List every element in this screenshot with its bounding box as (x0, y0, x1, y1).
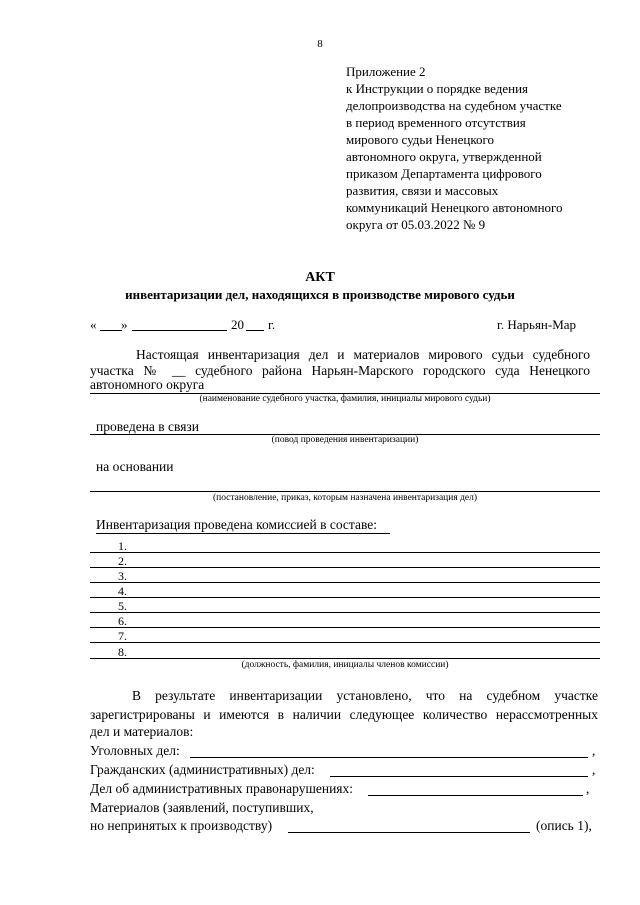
basis-underline (90, 491, 600, 492)
result-line-2: зарегистрированы и имеются в наличии следующее количество нерассмотренных (90, 707, 598, 722)
appendix-line: к Инструкции о порядке ведения (346, 81, 529, 96)
commission-item-line (90, 552, 600, 553)
page-number: 8 (317, 38, 323, 50)
appendix-line: мирового судьи Ненецкого (346, 132, 495, 147)
appendix-line: коммуникаций Ненецкого автономного (346, 200, 563, 215)
commission-item-line (90, 567, 600, 568)
year-prefix: 20 (231, 317, 244, 332)
reason-caption: (повод проведения инвентаризации) (271, 435, 419, 445)
appendix-line: приказом Департамента цифрового (346, 166, 542, 181)
commission-item-line (90, 642, 600, 643)
commission-item-number: 7. (118, 629, 127, 643)
commission-item-line (90, 612, 600, 613)
commission-item-line (90, 582, 600, 583)
basis-caption: (постановление, приказ, которым назначена инвентаризация дел) (212, 493, 478, 503)
commission-item-number: 3. (118, 569, 127, 583)
commission-label: Инвентаризация проведена комиссией в составе: (96, 517, 378, 532)
quote-close: » (121, 317, 128, 332)
civil-cases-blank (330, 776, 588, 777)
result-line-3: дел и материалов: (90, 724, 194, 739)
admin-offenses-comma: , (586, 781, 590, 796)
commission-label-underline (96, 533, 390, 534)
reason-label: проведена в связи (96, 419, 199, 434)
basis-label: на основании (96, 459, 174, 474)
result-line-1: В результате инвентаризации установлено, что на судебном участке (132, 688, 598, 703)
commission-caption: (должность, фамилия, инициалы членов комиссии) (241, 660, 449, 670)
document-title: АКТ (305, 270, 335, 285)
year-suffix: г. (268, 317, 276, 332)
commission-item-line (90, 597, 600, 598)
intro-line-2: участка № __ судебного района Нарьян-Марского городского суда Ненецкого (90, 363, 590, 378)
intro-line-3: автономного округа (90, 377, 205, 392)
materials-label-line-1: Материалов (заявлений, поступивших, (90, 800, 314, 815)
appendix-line: округа от 05.03.2022 № 9 (346, 217, 486, 232)
year-blank (246, 330, 264, 331)
commission-item-number: 2. (118, 554, 127, 568)
commission-item-number: 8. (118, 645, 127, 659)
commission-item-number: 1. (118, 539, 127, 553)
appendix-line: делопроизводства на судебном участке (346, 98, 562, 113)
day-blank (100, 330, 122, 331)
materials-suffix: (опись 1), (536, 818, 592, 833)
civil-cases-comma: , (592, 762, 596, 777)
appendix-line: Приложение 2 (346, 64, 426, 79)
intro-line-1: Настоящая инвентаризация дел и материалов мирового судьи судебного (136, 347, 590, 362)
materials-label-line-2: но непринятых к производству) (90, 818, 273, 833)
civil-cases-label: Гражданских (административных) дел: (90, 762, 315, 777)
criminal-cases-comma: , (592, 743, 596, 758)
commission-item-line (90, 658, 600, 659)
criminal-cases-blank (190, 757, 588, 758)
admin-offenses-blank (368, 795, 583, 796)
commission-item-number: 4. (118, 584, 127, 598)
appendix-line: автономного округа, утвержденной (346, 149, 542, 164)
commission-item-line (90, 627, 600, 628)
appendix-block (346, 63, 606, 233)
intro-caption: (наименование судебного участка, фамилия, инициалы мирового судьи) (199, 394, 491, 404)
appendix-line: развития, связи и массовых (346, 183, 499, 198)
document-subtitle: инвентаризации дел, находящихся в производстве мирового судьи (125, 287, 515, 302)
city: г. Нарьян-Мар (497, 317, 577, 332)
commission-item-number: 6. (118, 614, 127, 628)
appendix-line: в период временного отсутствия (346, 115, 526, 130)
month-blank (132, 330, 227, 331)
commission-item-number: 5. (118, 599, 127, 613)
materials-blank (288, 832, 530, 833)
admin-offenses-label: Дел об административных правонарушениях: (90, 781, 353, 796)
criminal-cases-label: Уголовных дел: (90, 743, 180, 758)
quote-open: « (90, 317, 97, 332)
